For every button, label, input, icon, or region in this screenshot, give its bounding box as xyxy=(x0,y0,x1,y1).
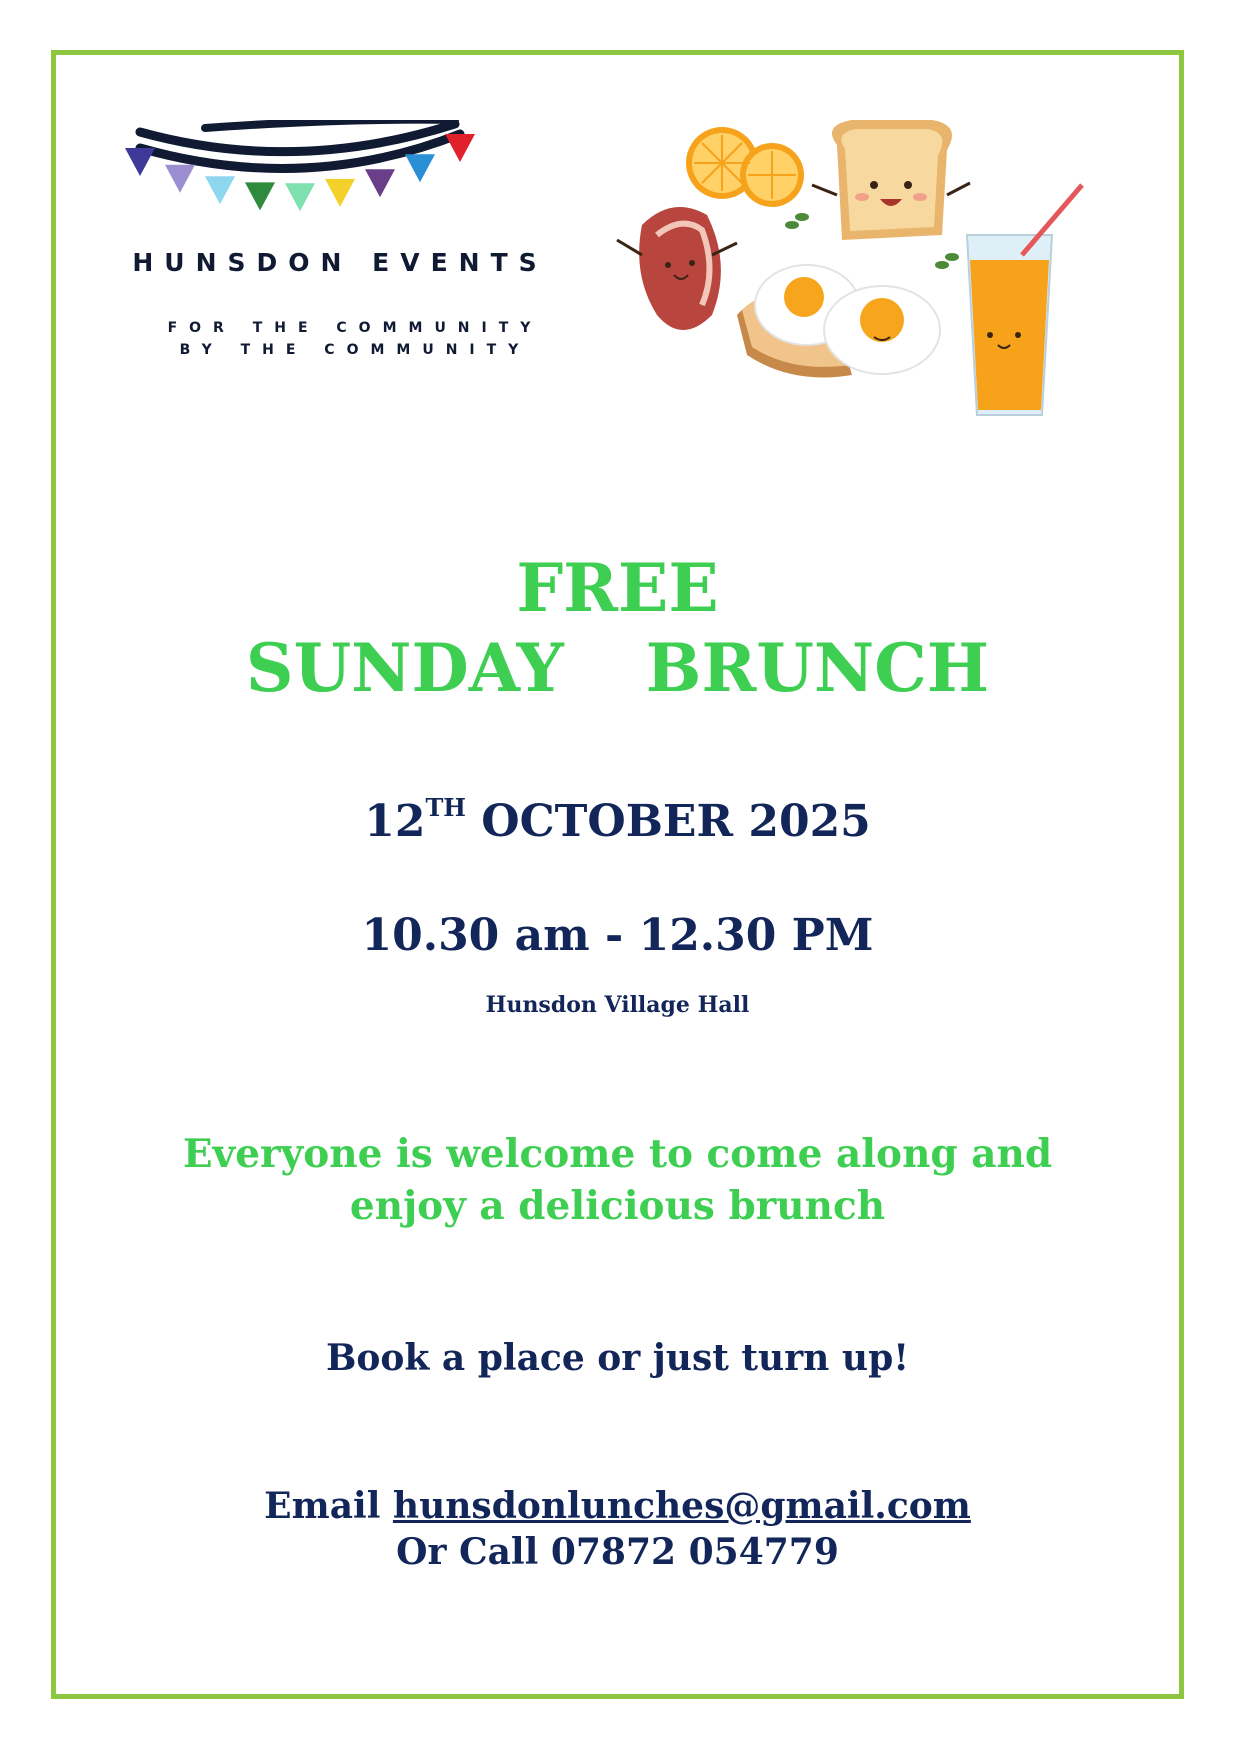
contact-email xyxy=(51,1482,1184,1530)
bunting-flag xyxy=(405,154,435,182)
welcome-line-1: Everyone is welcome to come along and xyxy=(182,1131,1053,1177)
bunting-icon xyxy=(95,120,565,250)
bunting-flag xyxy=(445,134,475,162)
bunting-flag xyxy=(165,165,195,193)
contact-phone: Or Call 07872 054779 xyxy=(396,1531,839,1573)
email-prefix: Email xyxy=(264,1485,393,1527)
bunting-flag xyxy=(365,169,395,197)
smiling-bacon-icon xyxy=(617,207,737,330)
brunch-illustration xyxy=(612,115,1172,460)
welcome-message xyxy=(51,1128,1184,1232)
orange-slices-icon xyxy=(686,127,804,207)
bunting-flag xyxy=(205,176,235,204)
bunting-flag xyxy=(285,183,315,211)
bunting-flag xyxy=(325,179,355,207)
title-free: FREE xyxy=(516,549,719,627)
brand-name: HUNSDON EVENTS xyxy=(132,248,548,277)
bunting-flag xyxy=(125,148,155,176)
event-time: 10.30 am - 12.30 PM xyxy=(361,910,874,961)
smiling-toast-icon xyxy=(812,120,970,240)
title-sunday-brunch: SUNDAY BRUNCH xyxy=(245,629,990,707)
date-month-year: OCTOBER 2025 xyxy=(465,796,871,847)
tagline-line-1: FOR THE COMMUNITY xyxy=(167,320,543,336)
bunting-flag xyxy=(245,182,275,210)
email-link[interactable]: hunsdonlunches@gmail.com xyxy=(392,1485,971,1527)
date-suffix: TH xyxy=(425,793,466,822)
date-day: 12 xyxy=(364,796,426,847)
event-venue: Hunsdon Village Hall xyxy=(485,992,750,1018)
fried-eggs-icon xyxy=(737,265,940,378)
orange-juice-icon xyxy=(967,185,1082,415)
welcome-line-2: enjoy a delicious brunch xyxy=(349,1183,886,1229)
hunsdon-events-logo xyxy=(95,120,565,370)
tagline-line-2: BY THE COMMUNITY xyxy=(179,342,531,358)
booking-note: Book a place or just turn up! xyxy=(325,1337,910,1379)
event-date xyxy=(51,780,1184,850)
